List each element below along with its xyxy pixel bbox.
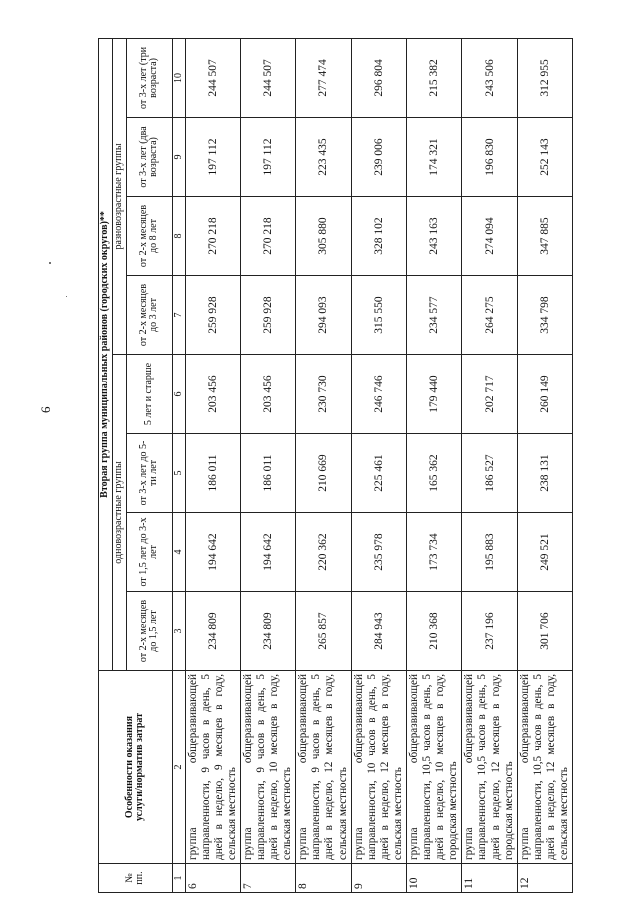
cost-value: 203 456: [240, 355, 295, 434]
cost-value: 186 011: [240, 434, 295, 513]
table-row: [462, 38, 517, 892]
row-description: группа общеразвивающей направленности, 10,5 часов в день, 5 дней в неделю, 10 месяцев в году, городская местность: [407, 671, 462, 864]
header-num: [99, 864, 173, 893]
table-body: [185, 38, 573, 892]
cost-value: 234 809: [240, 592, 295, 671]
cost-value: 246 746: [351, 355, 406, 434]
cost-value: 347 885: [517, 197, 572, 276]
row-description: группа общеразвивающей направленности, 9 часов в день, 5 дней в неделю, 12 месяцев в году, сельская местность: [296, 671, 351, 864]
cost-value: 165 362: [407, 434, 462, 513]
cost-value: 220 362: [296, 513, 351, 592]
rotated-table-container: [98, 38, 571, 893]
cost-value: 315 550: [351, 276, 406, 355]
cost-value: 265 857: [296, 592, 351, 671]
cost-value: 179 440: [407, 355, 462, 434]
scan-speck: [66, 296, 67, 297]
row-description: группа общеразвивающей направленности, 10 часов в день, 5 дней в неделю, 12 месяцев в году, сельская местность: [351, 671, 406, 864]
cost-value: 195 883: [462, 513, 517, 592]
cost-value: 305 880: [296, 197, 351, 276]
row-description: группа общеразвивающей направленности, 9 часов в день, 5 дней в неделю, 10 месяцев в году, сельская местность: [240, 671, 295, 864]
cost-value: 194 642: [240, 513, 295, 592]
cost-value: 186 527: [462, 434, 517, 513]
header-desc-label: Особенности оказания услуги/норматив затрат: [123, 712, 146, 822]
cost-value: 264 275: [462, 276, 517, 355]
cost-value: 174 321: [407, 118, 462, 197]
header-num-label: № пп.: [123, 871, 146, 885]
cost-value: 238 131: [517, 434, 572, 513]
table-row: [351, 38, 406, 892]
cost-value: 225 461: [351, 434, 406, 513]
col-index: 2: [172, 671, 185, 864]
cost-value: 197 112: [185, 118, 240, 197]
cost-value: 203 456: [185, 355, 240, 434]
col-index: 3: [172, 592, 185, 671]
header-single-age: одновозрастные группы: [113, 355, 127, 671]
row-number: 6: [185, 864, 240, 893]
cost-value: 194 642: [185, 513, 240, 592]
cost-value: 202 717: [462, 355, 517, 434]
cost-value: 328 102: [351, 197, 406, 276]
row-number: 10: [407, 864, 462, 893]
table-row: [185, 38, 240, 892]
col-header: 5 лет и старше: [126, 355, 172, 434]
page-number: 6: [38, 406, 53, 413]
row-number: 8: [296, 864, 351, 893]
col-index: 4: [172, 513, 185, 592]
col-header: от 2-х месяцев до 1,5 лет: [126, 592, 172, 671]
cost-value: 260 149: [517, 355, 572, 434]
row-number: 9: [351, 864, 406, 893]
cost-value: 230 730: [296, 355, 351, 434]
cost-value: 234 577: [407, 276, 462, 355]
cost-value: 234 809: [185, 592, 240, 671]
cost-value: 215 382: [407, 38, 462, 117]
col-index: 8: [172, 197, 185, 276]
col-header: от 3-х лет (два возраста): [126, 118, 172, 197]
cost-value: 196 830: [462, 118, 517, 197]
cost-value: 259 928: [185, 276, 240, 355]
cost-value: 277 474: [296, 38, 351, 117]
cost-value: 284 943: [351, 592, 406, 671]
cost-value: 270 218: [240, 197, 295, 276]
cost-value: 259 928: [240, 276, 295, 355]
header-group-title: Вторая группа муниципальных районов (городских округов)**: [99, 38, 113, 670]
cost-value: 197 112: [240, 118, 295, 197]
cost-value: 223 435: [296, 118, 351, 197]
cost-norms-table: [98, 38, 573, 893]
col-header: от 3-х лет до 5-ти лет: [126, 434, 172, 513]
cost-value: 334 798: [517, 276, 572, 355]
cost-value: 237 196: [462, 592, 517, 671]
col-index: 9: [172, 118, 185, 197]
col-header: от 1,5 лет до 3-х лет: [126, 513, 172, 592]
row-description: группа общеразвивающей направленности, 10,5 часов в день, 5 дней в неделю, 12 месяцев в году, сельская местность: [517, 671, 572, 864]
cost-value: 244 507: [240, 38, 295, 117]
cost-value: 252 143: [517, 118, 572, 197]
cost-value: 239 006: [351, 118, 406, 197]
cost-value: 210 368: [407, 592, 462, 671]
cost-value: 312 955: [517, 38, 572, 117]
cost-value: 210 669: [296, 434, 351, 513]
col-index: 7: [172, 276, 185, 355]
row-number: 12: [517, 864, 572, 893]
col-header: от 2-х месяцев до 8 лет: [126, 197, 172, 276]
col-header: от 3-х лет (три возраста): [126, 38, 172, 117]
cost-value: 270 218: [185, 197, 240, 276]
header-multi-age: разновозрастные группы: [113, 38, 127, 354]
header-desc: [99, 671, 173, 864]
row-description: группа общеразвивающей направленности, 10,5 часов в день, 5 дней в неделю, 12 месяцев в году, городская местность: [462, 671, 517, 864]
col-index: 6: [172, 355, 185, 434]
table-row: [296, 38, 351, 892]
cost-value: 301 706: [517, 592, 572, 671]
row-number: 11: [462, 864, 517, 893]
col-header: от 2-х месяцев до 3 лет: [126, 276, 172, 355]
cost-value: 274 094: [462, 197, 517, 276]
cost-value: 186 011: [185, 434, 240, 513]
cost-value: 244 507: [185, 38, 240, 117]
col-index: 5: [172, 434, 185, 513]
cost-value: 243 163: [407, 197, 462, 276]
table-row: [407, 38, 462, 892]
row-description: группа общеразвивающей направленности, 9 часов в день, 5 дней в неделю, 9 месяцев в году, сельская местность: [185, 671, 240, 864]
cost-value: 243 506: [462, 38, 517, 117]
col-index: 10: [172, 38, 185, 117]
cost-value: 173 734: [407, 513, 462, 592]
cost-value: 235 978: [351, 513, 406, 592]
cost-value: 296 804: [351, 38, 406, 117]
scan-speck: [49, 262, 51, 264]
cost-value: 294 093: [296, 276, 351, 355]
table-row: [240, 38, 295, 892]
col-index: 1: [172, 864, 185, 893]
table-row: [517, 38, 572, 892]
cost-value: 249 521: [517, 513, 572, 592]
row-number: 7: [240, 864, 295, 893]
